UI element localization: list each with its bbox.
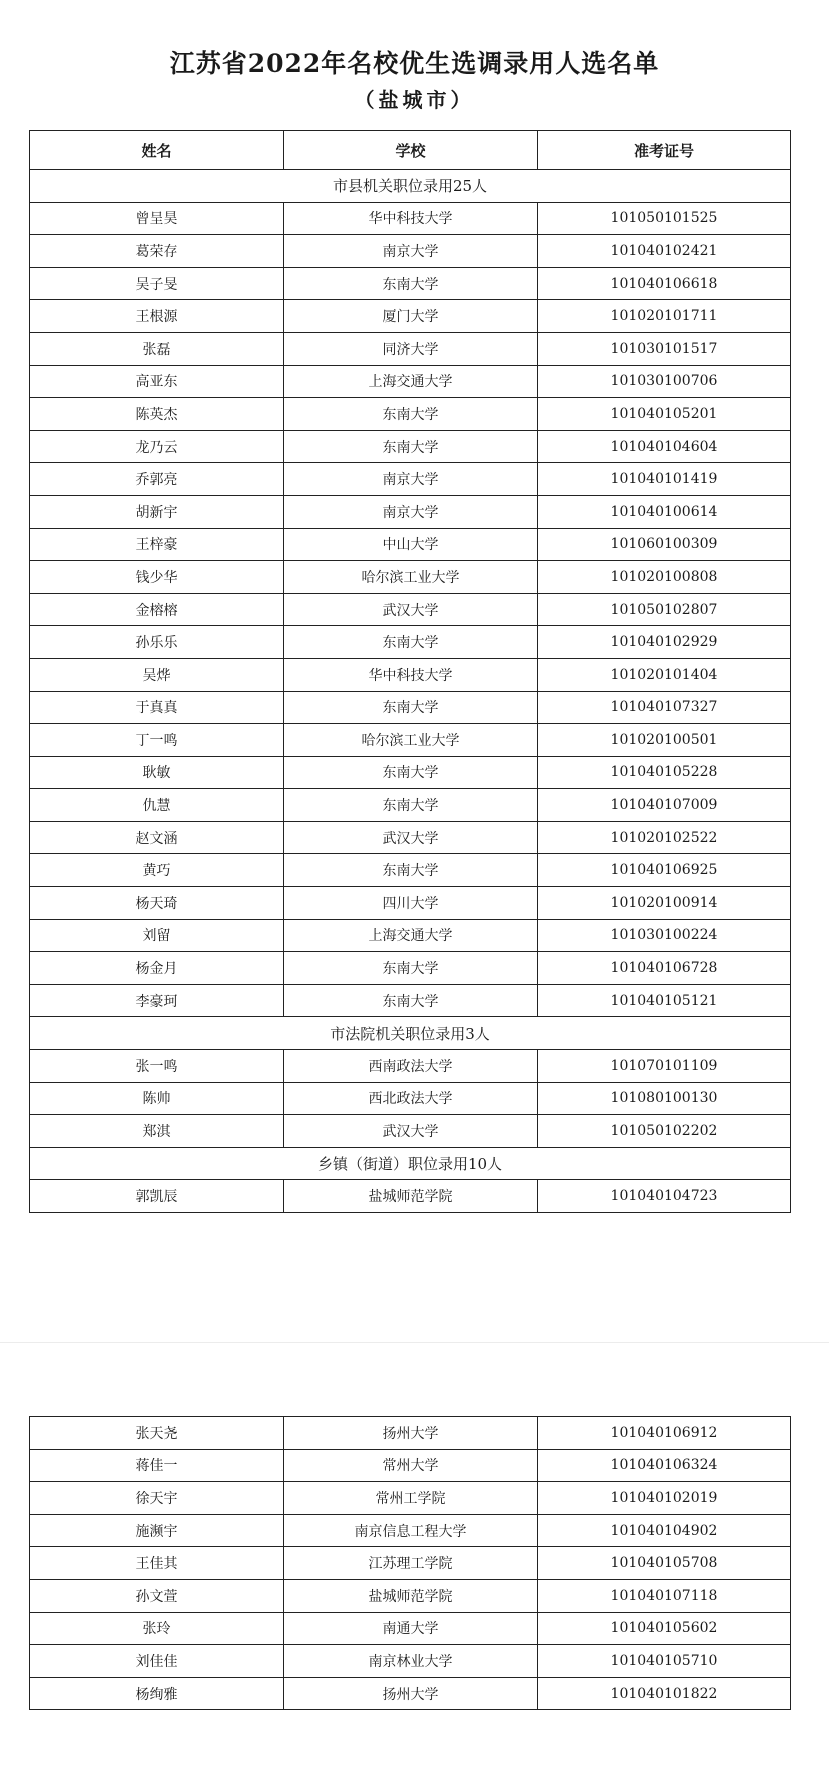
cell-name: 王佳其: [30, 1547, 284, 1580]
cell-ticket-number: 101040105121: [538, 984, 791, 1017]
table-row: [30, 821, 791, 854]
section-label: 乡镇（街道）职位录用10人: [30, 1147, 791, 1180]
table-row: [30, 267, 791, 300]
table-row: [30, 495, 791, 528]
cell-name: 吴烨: [30, 658, 284, 691]
table-row: [30, 658, 791, 691]
cell-ticket-number: 101020101711: [538, 300, 791, 333]
cell-name: 郑淇: [30, 1115, 284, 1148]
cell-name: 胡新宇: [30, 495, 284, 528]
cell-ticket-number: 101040105201: [538, 398, 791, 431]
table-row: [30, 561, 791, 594]
cell-school: 同济大学: [284, 332, 538, 365]
roster-body-continued: [30, 1417, 791, 1710]
table-row: [30, 300, 791, 333]
cell-ticket-number: 101040102421: [538, 235, 791, 268]
section-row: [30, 1017, 791, 1050]
cell-name: 赵文涵: [30, 821, 284, 854]
cell-name: 张磊: [30, 332, 284, 365]
cell-school: 中山大学: [284, 528, 538, 561]
section-row: [30, 1147, 791, 1180]
table-row: [30, 1579, 791, 1612]
cell-name: 刘佳佳: [30, 1645, 284, 1678]
cell-name: 张天尧: [30, 1417, 284, 1450]
table-row: [30, 724, 791, 757]
cell-school: 武汉大学: [284, 821, 538, 854]
cell-ticket-number: 101040102929: [538, 626, 791, 659]
cell-school: 上海交通大学: [284, 365, 538, 398]
roster-table-continued: [29, 1416, 791, 1710]
table-row: [30, 332, 791, 365]
cell-name: 王根源: [30, 300, 284, 333]
cell-school: 南京大学: [284, 463, 538, 496]
cell-ticket-number: 101070101109: [538, 1050, 791, 1083]
page-gap: [0, 1236, 829, 1406]
cell-school: 武汉大学: [284, 1115, 538, 1148]
table-row: [30, 593, 791, 626]
cell-ticket-number: 101040105602: [538, 1612, 791, 1645]
cell-ticket-number: 101020102522: [538, 821, 791, 854]
cell-name: 王梓豪: [30, 528, 284, 561]
cell-name: 郭凯辰: [30, 1180, 284, 1213]
cell-name: 高亚东: [30, 365, 284, 398]
cell-name: 孙乐乐: [30, 626, 284, 659]
cell-name: 陈英杰: [30, 398, 284, 431]
table-row: [30, 398, 791, 431]
table-row: [30, 1514, 791, 1547]
page-divider: [0, 1342, 829, 1343]
section-label: 市县机关职位录用25人: [30, 170, 791, 203]
table-row: [30, 1082, 791, 1115]
cell-name: 李豪珂: [30, 984, 284, 1017]
table-row: [30, 463, 791, 496]
cell-ticket-number: 101040107009: [538, 789, 791, 822]
table-row: [30, 1449, 791, 1482]
cell-school: 东南大学: [284, 691, 538, 724]
cell-name: 张玲: [30, 1612, 284, 1645]
cell-ticket-number: 101020101404: [538, 658, 791, 691]
cell-school: 东南大学: [284, 626, 538, 659]
cell-ticket-number: 101040105708: [538, 1547, 791, 1580]
roster-body: [30, 170, 791, 1213]
cell-school: 盐城师范学院: [284, 1579, 538, 1612]
cell-school: 东南大学: [284, 398, 538, 431]
cell-ticket-number: 101030100706: [538, 365, 791, 398]
table-row: [30, 1050, 791, 1083]
cell-school: 四川大学: [284, 887, 538, 920]
cell-name: 仇慧: [30, 789, 284, 822]
table-row: [30, 952, 791, 985]
cell-ticket-number: 101080100130: [538, 1082, 791, 1115]
cell-school: 南京大学: [284, 235, 538, 268]
cell-ticket-number: 101020100501: [538, 724, 791, 757]
cell-ticket-number: 101040106728: [538, 952, 791, 985]
table-row: [30, 528, 791, 561]
document-title: 江苏省2022年名校优生选调录用人选名单: [169, 49, 660, 78]
cell-name: 耿敏: [30, 756, 284, 789]
cell-ticket-number: 101040101822: [538, 1677, 791, 1710]
roster-table: [29, 130, 791, 1213]
table-row: [30, 1482, 791, 1515]
cell-ticket-number: 101040104723: [538, 1180, 791, 1213]
cell-school: 南通大学: [284, 1612, 538, 1645]
table-row: [30, 691, 791, 724]
cell-name: 孙文萱: [30, 1579, 284, 1612]
cell-name: 龙乃云: [30, 430, 284, 463]
cell-name: 张一鸣: [30, 1050, 284, 1083]
cell-school: 西南政法大学: [284, 1050, 538, 1083]
cell-ticket-number: 101040107118: [538, 1579, 791, 1612]
section-row: [30, 170, 791, 203]
table-row: [30, 887, 791, 920]
cell-ticket-number: 101040106324: [538, 1449, 791, 1482]
cell-name: 丁一鸣: [30, 724, 284, 757]
cell-school: 扬州大学: [284, 1417, 538, 1450]
cell-school: 东南大学: [284, 952, 538, 985]
table-row: [30, 1115, 791, 1148]
cell-school: 南京大学: [284, 495, 538, 528]
cell-school: 东南大学: [284, 789, 538, 822]
table-row: [30, 984, 791, 1017]
cell-school: 东南大学: [284, 267, 538, 300]
cell-name: 金榕榕: [30, 593, 284, 626]
cell-ticket-number: 101020100914: [538, 887, 791, 920]
cell-ticket-number: 101060100309: [538, 528, 791, 561]
cell-ticket-number: 101040106925: [538, 854, 791, 887]
table-row: [30, 919, 791, 952]
cell-ticket-number: 101050101525: [538, 202, 791, 235]
cell-name: 徐天宇: [30, 1482, 284, 1515]
cell-school: 哈尔滨工业大学: [284, 561, 538, 594]
cell-name: 杨绚雅: [30, 1677, 284, 1710]
cell-school: 盐城师范学院: [284, 1180, 538, 1213]
cell-ticket-number: 101030101517: [538, 332, 791, 365]
cell-school: 东南大学: [284, 984, 538, 1017]
cell-school: 扬州大学: [284, 1677, 538, 1710]
cell-ticket-number: 101040101419: [538, 463, 791, 496]
cell-school: 上海交通大学: [284, 919, 538, 952]
cell-school: 东南大学: [284, 430, 538, 463]
table-row: [30, 756, 791, 789]
cell-ticket-number: 101040106912: [538, 1417, 791, 1450]
document-subtitle: （盐城市）: [354, 88, 475, 112]
cell-school: 南京林业大学: [284, 1645, 538, 1678]
header-ticket-number: 准考证号: [538, 131, 791, 170]
table-row: [30, 789, 791, 822]
cell-name: 陈帅: [30, 1082, 284, 1115]
cell-name: 葛荣存: [30, 235, 284, 268]
cell-ticket-number: 101040105228: [538, 756, 791, 789]
cell-school: 常州工学院: [284, 1482, 538, 1515]
cell-name: 杨金月: [30, 952, 284, 985]
cell-ticket-number: 101050102807: [538, 593, 791, 626]
table-row: [30, 1645, 791, 1678]
table-row: [30, 1677, 791, 1710]
cell-ticket-number: 101040106618: [538, 267, 791, 300]
table-row: [30, 202, 791, 235]
cell-name: 曾呈昊: [30, 202, 284, 235]
cell-school: 江苏理工学院: [284, 1547, 538, 1580]
cell-name: 施濒宇: [30, 1514, 284, 1547]
cell-name: 刘留: [30, 919, 284, 952]
section-label: 市法院机关职位录用3人: [30, 1017, 791, 1050]
cell-school: 东南大学: [284, 854, 538, 887]
cell-school: 华中科技大学: [284, 658, 538, 691]
header-school: 学校: [284, 131, 538, 170]
cell-school: 华中科技大学: [284, 202, 538, 235]
cell-school: 南京信息工程大学: [284, 1514, 538, 1547]
table-row: [30, 1612, 791, 1645]
cell-ticket-number: 101050102202: [538, 1115, 791, 1148]
table-row: [30, 1417, 791, 1450]
cell-name: 钱少华: [30, 561, 284, 594]
cell-name: 于真真: [30, 691, 284, 724]
cell-school: 西北政法大学: [284, 1082, 538, 1115]
table-row: [30, 1547, 791, 1580]
cell-school: 哈尔滨工业大学: [284, 724, 538, 757]
cell-name: 黄巧: [30, 854, 284, 887]
cell-name: 乔郭亮: [30, 463, 284, 496]
table-row: [30, 235, 791, 268]
cell-ticket-number: 101040104902: [538, 1514, 791, 1547]
cell-ticket-number: 101040107327: [538, 691, 791, 724]
table-row: [30, 854, 791, 887]
cell-school: 武汉大学: [284, 593, 538, 626]
cell-name: 蒋佳一: [30, 1449, 284, 1482]
table-row: [30, 1180, 791, 1213]
cell-school: 东南大学: [284, 756, 538, 789]
table-row: [30, 430, 791, 463]
cell-ticket-number: 101020100808: [538, 561, 791, 594]
cell-name: 杨天琦: [30, 887, 284, 920]
cell-ticket-number: 101040100614: [538, 495, 791, 528]
header-name: 姓名: [30, 131, 284, 170]
cell-ticket-number: 101040104604: [538, 430, 791, 463]
cell-ticket-number: 101040105710: [538, 1645, 791, 1678]
table-row: [30, 626, 791, 659]
cell-ticket-number: 101030100224: [538, 919, 791, 952]
cell-ticket-number: 101040102019: [538, 1482, 791, 1515]
cell-school: 常州大学: [284, 1449, 538, 1482]
table-row: [30, 365, 791, 398]
cell-school: 厦门大学: [284, 300, 538, 333]
cell-name: 吴子旻: [30, 267, 284, 300]
header-row: [30, 131, 791, 170]
